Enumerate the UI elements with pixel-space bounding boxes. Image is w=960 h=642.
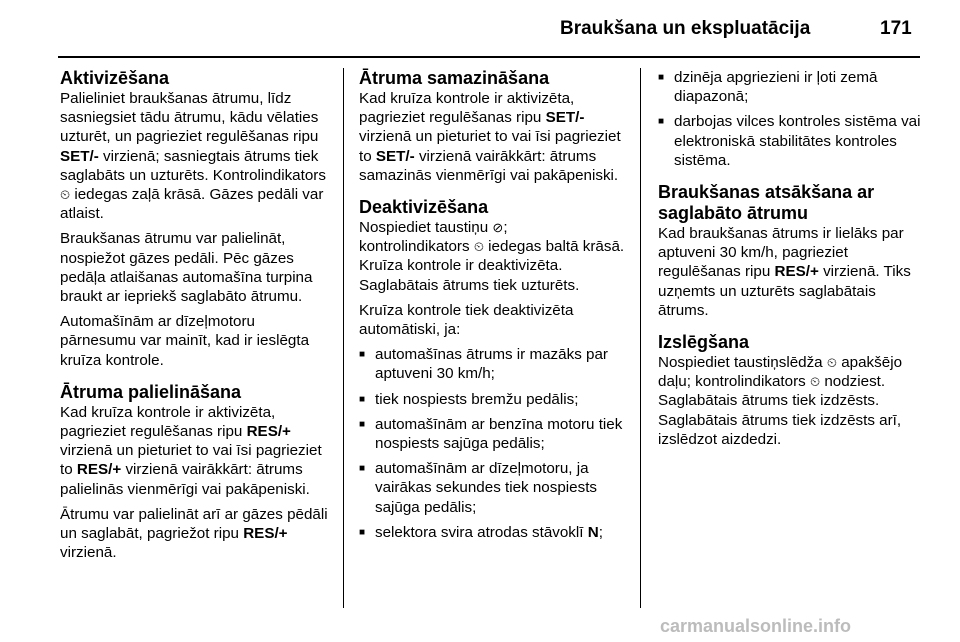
list-item: ■ darbojas vilces kontroles sistēma vai elektroniskā stabilitātes kontroles sistēma. — [658, 112, 923, 170]
cruise-control-icon: ⏲ — [473, 239, 484, 255]
paragraph: Nospiediet taustiņu ⊘; kontrolindikators ⏲ iedegas baltā krāsā. Kruīza kontrole ir deaktivizēta. Saglabātais ātrums tiek uzturēts. — [359, 219, 625, 294]
column-divider — [343, 68, 344, 608]
heading-resume: Braukšanas atsākšana ar saglabāto ātrumu — [658, 182, 875, 224]
paragraph: Ātrumu var palielināt arī ar gāzes pēdāli un saglabāt, pagriežot ripu RES/+ virzienā. — [60, 505, 328, 562]
page-number: 171 — [880, 18, 912, 39]
heading-off: Izslēgšana — [658, 332, 750, 353]
list-item: ■ automašīnām ar benzīna motoru tiek nospiests sajūga pedālis; — [359, 415, 625, 453]
column-divider — [640, 68, 641, 608]
list-item: ■ automašīnas ātrums ir mazāks par aptuveni 30 km/h; — [359, 345, 625, 383]
paragraph: Automašīnām ar dīzeļmotoru pārnesumu var mainīt, kad ir ieslēgta kruīza kontrole. — [60, 313, 310, 369]
cruise-control-icon: ⏲ — [826, 355, 837, 371]
cruise-control-icon: ⏲ — [60, 187, 71, 203]
condition-list-continued — [658, 68, 923, 170]
paragraph: Nospiediet taustiņslēdža ⏲ apakšējo daļu; kontrolindikators ⏲ nodziest. Saglabātais ātrums tiek izdzēsts. Saglabātais ātrums tiek izdzēsts arī, izslēdzot aizdedzi. — [658, 354, 903, 448]
cruise-cancel-icon: ⊘ — [492, 220, 504, 236]
header-rule — [58, 56, 920, 58]
list-item: ■ tiek nospiests bremžu pedālis; — [359, 390, 625, 409]
paragraph: Kad braukšanas ātrums ir lielāks par aptuveni 30 km/h, pagrieziet regulēšanas ripu RES/+ virzienā. Tiks uzņemts un uzturēts saglabātais ātrums. — [658, 225, 911, 319]
heading-activation: Aktivizēšana — [60, 68, 170, 88]
paragraph: Kruīza kontrole tiek deaktivizēta automātiski, ja: — [359, 301, 574, 339]
column-1 — [60, 68, 330, 568]
column-2 — [359, 68, 625, 548]
paragraph: Palieliniet braukšanas ātrumu, līdz sasniegsiet tādu ātrumu, kādu vēlaties uzturēt, un pagrieziet regulēšanas ripu SET/- virzienā; sasniegtais ātrums tiek saglabāts un uzturēts. Kontrolindikators ⏲ iedegas zaļā krāsā. Gāzes pedāli var atlaist. — [60, 90, 326, 223]
cruise-control-icon: ⏲ — [809, 374, 821, 390]
heading-deactivation: Deaktivizēšana — [359, 197, 489, 218]
list-item: ■ dzinēja apgriezieni ir ļoti zemā diapazonā; — [658, 68, 923, 106]
paragraph: Kad kruīza kontrole ir aktivizēta, pagrieziet regulēšanas ripu SET/- virzienā un pieturiet to vai īsi pagrieziet to SET/- virzienā vairākkārt: ātrums samazinās vienmērīgi vai pakāpeniski. — [359, 90, 621, 184]
condition-list — [359, 345, 625, 542]
column-3 — [658, 68, 923, 455]
paragraph: Kad kruīza kontrole ir aktivizēta, pagrieziet regulēšanas ripu RES/+ virzienā un pieturiet to vai īsi pagrieziet to RES/+ virzienā vairākkārt: ātrums palielinās vienmērīgi vai pakāpeniski. — [60, 403, 322, 498]
list-item: ■ automašīnām ar dīzeļmotoru, ja vairākas sekundes tiek nospiests sajūga pedālis; — [359, 459, 625, 517]
heading-increase: Ātruma palielināšana — [60, 381, 242, 402]
paragraph: Braukšanas ātrumu var palielināt, nospiežot gāzes pedāli. Pēc gāzes pedāļa atlaišanas automašīna turpina braukt ar iepriekš saglabāto ātrumu. — [60, 230, 313, 306]
watermark: carmanualsonline.info — [660, 616, 852, 636]
heading-decrease: Ātruma samazināšana — [359, 68, 550, 88]
list-item: ■ selektora svira atrodas stāvoklī N; — [359, 523, 625, 542]
section-title: Braukšana un ekspluatācija — [560, 18, 811, 39]
